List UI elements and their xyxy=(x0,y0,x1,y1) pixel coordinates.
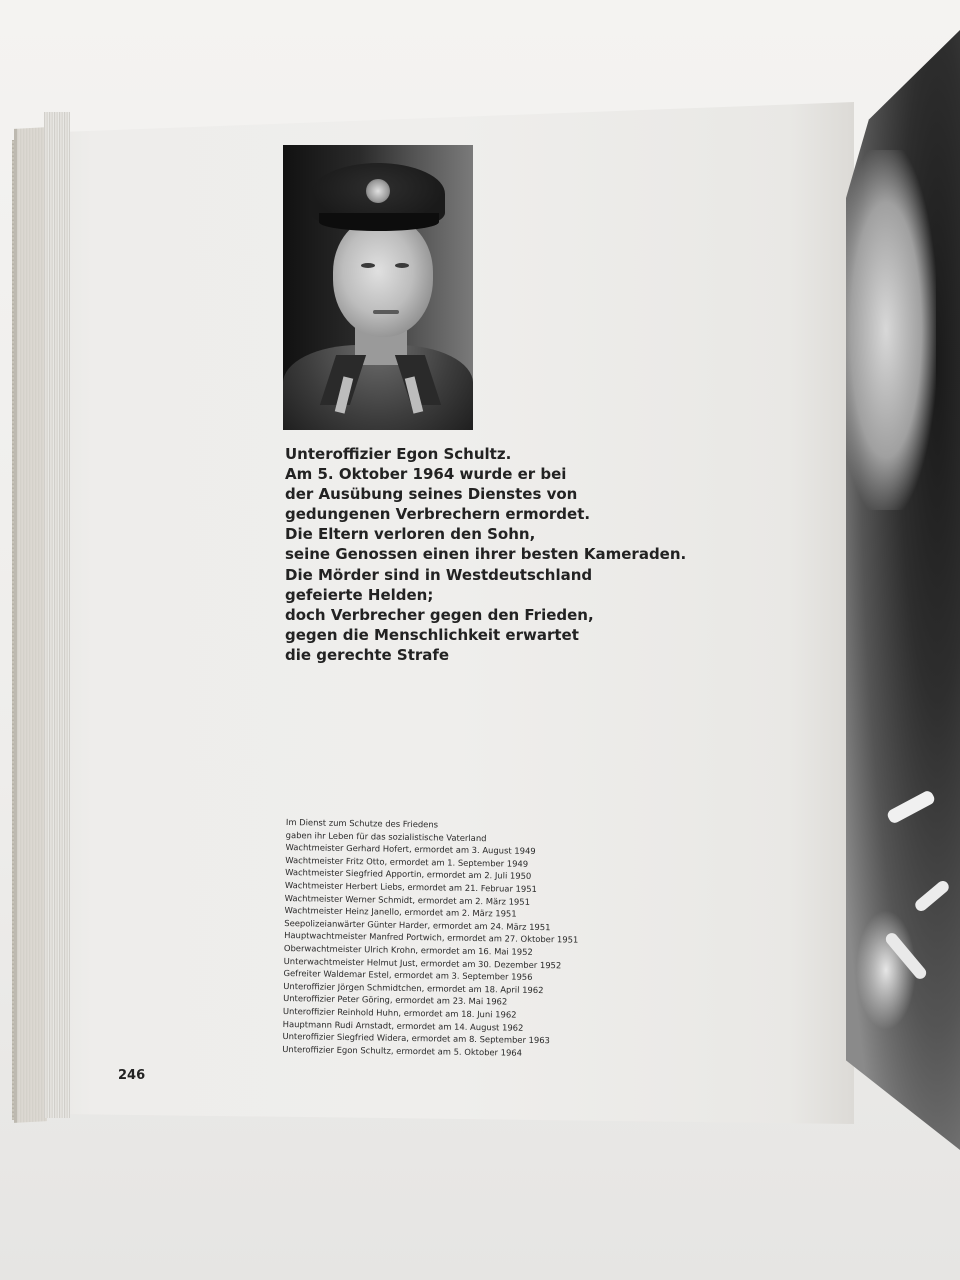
caption-line: der Ausübung seines Dienstes von xyxy=(285,485,578,504)
memorial-entry: Unteroffizier Jörgen Schmidtchen, ermordet am 18. April 1962 xyxy=(283,980,544,995)
memorial-entry: Wachtmeister Siegfried Apportin, ermordet am 2. Juli 1950 xyxy=(285,867,532,882)
cap-badge-icon xyxy=(366,179,390,203)
memorial-entry: Oberwachtmeister Ulrich Krohn, ermordet am 16. Mai 1952 xyxy=(283,942,533,957)
page-edges xyxy=(44,112,70,1118)
caption-line: Am 5. Oktober 1964 wurde er bei xyxy=(285,465,567,484)
book-page-right-photo xyxy=(846,30,960,1150)
caption-line: die gerechte Strafe xyxy=(285,645,450,664)
memorial-heading-line: Im Dienst zum Schutze des Friedens xyxy=(285,816,439,830)
memorial-entry: Wachtmeister Gerhard Hofert, ermordet am 3. August 1949 xyxy=(285,842,536,857)
photo-detail xyxy=(886,789,937,825)
memorial-entry: Unteroffizier Reinhold Huhn, ermordet am 18. Juni 1962 xyxy=(282,1005,517,1020)
photo-detail xyxy=(913,879,951,914)
portrait-eye-right xyxy=(395,263,409,268)
memorial-entry: Unterwachtmeister Helmut Just, ermordet am 30. Dezember 1952 xyxy=(283,955,562,970)
memorial-entry: Unteroffizier Egon Schultz, ermordet am 5. Oktober 1964 xyxy=(282,1043,523,1058)
portrait-caption xyxy=(285,444,705,665)
memorial-entry: Wachtmeister Heinz Janello, ermordet am 2. März 1951 xyxy=(284,905,517,919)
memorial-entry: Wachtmeister Werner Schmidt, ermordet am 2. März 1951 xyxy=(284,892,531,907)
soldier-portrait-photo xyxy=(283,145,473,430)
portrait-face xyxy=(333,217,433,337)
caption-line: gefeierte Helden; xyxy=(285,585,434,604)
caption-line: Die Mörder sind in Westdeutschland xyxy=(285,565,593,584)
portrait-eye-left xyxy=(361,263,375,268)
photo-highlight-lower xyxy=(856,910,916,1030)
memorial-entry: Hauptmann Rudi Arnstadt, ermordet am 14. August 1962 xyxy=(282,1018,524,1033)
caption-line: doch Verbrecher gegen den Frieden, xyxy=(285,605,594,624)
photo-highlight xyxy=(836,150,936,510)
memorial-entry: Unteroffizier Peter Göring, ermordet am 23. Mai 1962 xyxy=(283,993,508,1007)
page-number: 246 xyxy=(118,1068,146,1083)
memorial-entry: Wachtmeister Herbert Liebs, ermordet am 21. Februar 1951 xyxy=(284,879,537,894)
memorial-list xyxy=(282,816,646,1061)
caption-line: seine Genossen einen ihrer besten Kameraden. xyxy=(285,545,687,564)
cap-visor xyxy=(319,213,439,231)
memorial-entry: Wachtmeister Fritz Otto, ermordet am 1. September 1949 xyxy=(285,854,529,869)
caption-line: gegen die Menschlichkeit erwartet xyxy=(285,625,579,644)
caption-line: Die Eltern verloren den Sohn, xyxy=(285,525,536,544)
memorial-entry: Unteroffizier Siegfried Widera, ermordet am 8. September 1963 xyxy=(282,1031,550,1046)
memorial-heading-line: gaben ihr Leben für das sozialistische Vaterland xyxy=(285,829,487,843)
page-stack-edge xyxy=(14,127,47,1123)
caption-line: Unteroffizier Egon Schultz. xyxy=(285,445,512,463)
caption-line: gedungenen Verbrechern ermordet. xyxy=(285,505,591,524)
memorial-entry: Gefreiter Waldemar Estel, ermordet am 3. September 1956 xyxy=(283,968,533,983)
portrait-mouth xyxy=(373,310,399,314)
memorial-entry: Seepolizeianwärter Günter Harder, ermordet am 24. März 1951 xyxy=(284,917,551,932)
memorial-entry: Hauptwachtmeister Manfred Portwich, ermordet am 27. Oktober 1951 xyxy=(284,930,579,945)
